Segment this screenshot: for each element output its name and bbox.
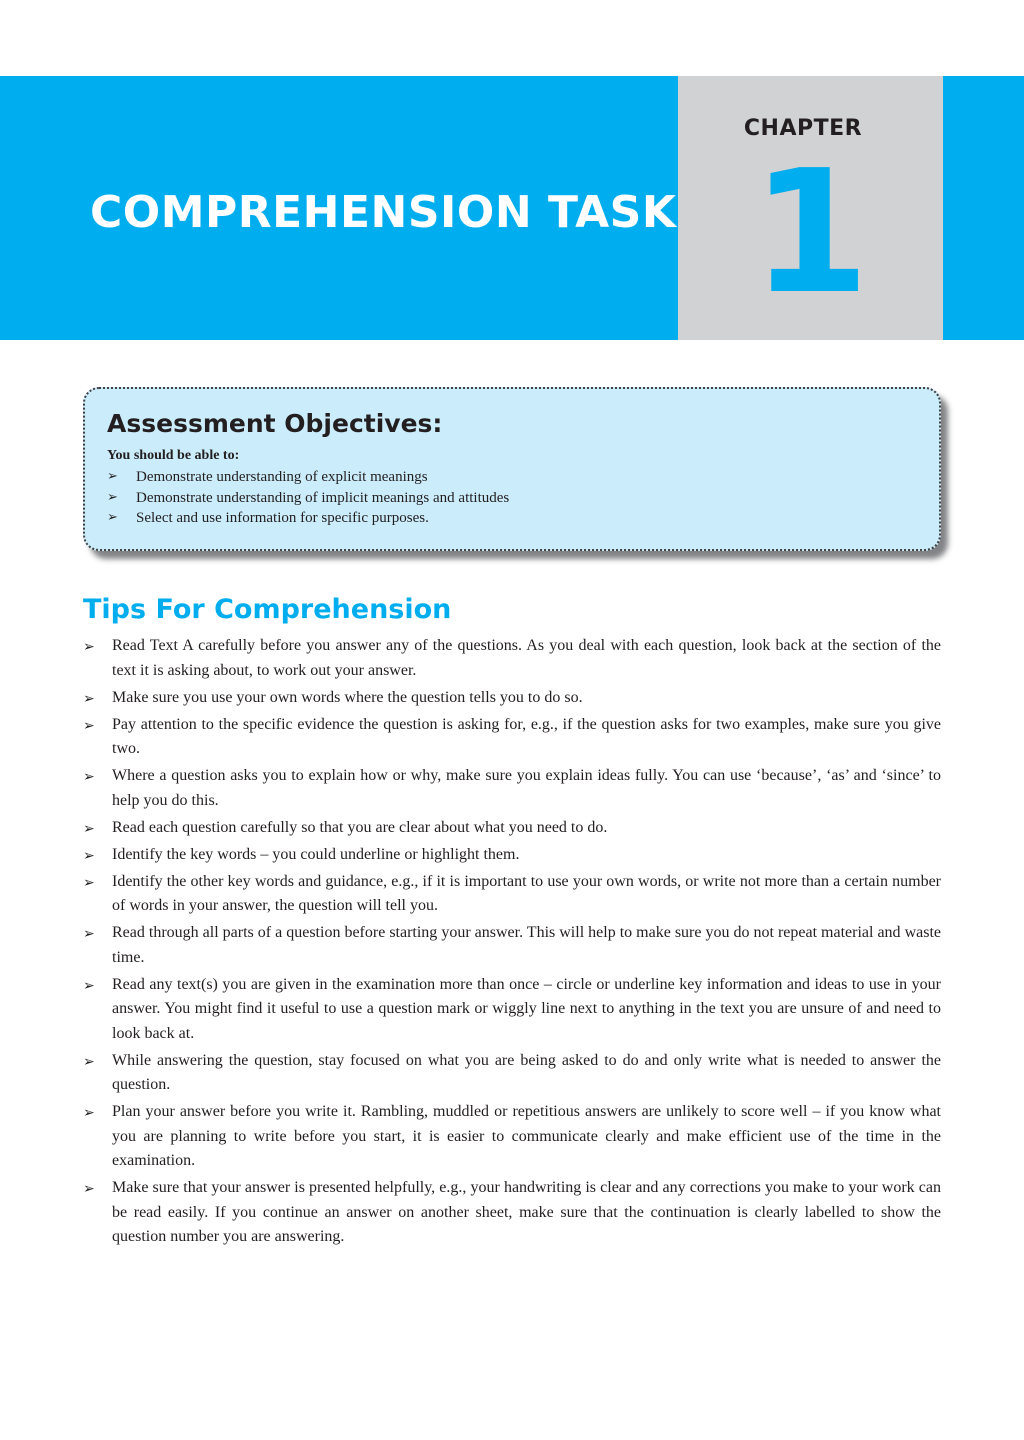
tip-text: Make sure that your answer is presented helpfully, e.g., your handwriting is clear and any corrections you make to your work can be read easily. If you continue an answer on another sheet, make sure that the continuation is clearly labelled to show the question number you are answering. (112, 1179, 941, 1245)
chapter-number: 1 (751, 134, 870, 332)
objectives-heading: Assessment Objectives: (107, 409, 443, 438)
tip-text: Identify the key words – you could underline or highlight them. (112, 845, 520, 863)
tip-item (83, 973, 941, 1047)
tip-text: Where a question asks you to explain how or why, make sure you explain ideas fully. You can use ‘because’, ‘as’ and ‘since’ to help you do this. (112, 767, 941, 809)
arrowhead-bullet-icon: ➢ (83, 769, 95, 785)
tip-item (83, 686, 941, 711)
objective-item (107, 508, 917, 529)
objective-text: Demonstrate understanding of explicit meanings (136, 469, 428, 485)
arrowhead-bullet-icon: ➢ (83, 847, 95, 864)
tip-item (83, 1100, 941, 1174)
objective-item (107, 467, 917, 488)
arrowhead-bullet-icon: ➢ (83, 639, 95, 655)
arrowhead-bullet-icon: ➢ (83, 977, 95, 994)
chapter-label: CHAPTER (743, 116, 863, 141)
tip-item (83, 713, 941, 762)
tip-text: Read any text(s) you are given in the examination more than once – circle or underline key information and ideas to use in your answer. You might find it useful to use a question mark or wiggly line next to anything in the text you are unsure of and need to look back at. (112, 975, 941, 1042)
arrowhead-bullet-icon: ➢ (83, 717, 95, 734)
tip-item (83, 634, 941, 683)
tip-item (83, 921, 941, 970)
chapter-number-panel (678, 76, 943, 340)
tip-text: Plan your answer before you write it. Rambling, muddled or repetitious answers are unlikely to score well – if you know what you are planning to write before you start, it is easier to communicate clearly and make efficient use of the time in the examination. (112, 1103, 941, 1169)
tip-text: Pay attention to the specific evidence the question is asking for, e.g., if the question asks for two examples, make sure you give two. (112, 715, 941, 757)
tip-text: Read Text A carefully before you answer any of the questions. As you deal with each question, look back at the section of the text it is asking about, to work out your answer. (112, 637, 941, 679)
objectives-lead: You should be able to: (107, 448, 240, 463)
tip-item (83, 1049, 941, 1098)
tips-heading: Tips For Comprehension (83, 594, 452, 625)
arrowhead-bullet-icon: ➢ (107, 510, 118, 525)
tip-text: Identify the other key words and guidance, e.g., if it is important to use your own words, or write not more than a certain number of words in your answer, the question will tell you. (112, 872, 941, 914)
objective-text: Select and use information for specific purposes. (136, 510, 429, 526)
assessment-objectives-box (83, 387, 941, 551)
tip-item (83, 1176, 941, 1250)
tip-item (83, 816, 941, 841)
arrowhead-bullet-icon: ➢ (107, 489, 118, 505)
chapter-title: COMPREHENSION TASK (90, 187, 677, 238)
tip-text: Read each question carefully so that you are clear about what you need to do. (112, 818, 608, 836)
tip-item (83, 843, 941, 868)
tip-text: While answering the question, stay focused on what you are being asked to do and only write what is needed to answer the question. (112, 1051, 941, 1093)
arrowhead-bullet-icon: ➢ (83, 820, 95, 837)
arrowhead-bullet-icon: ➢ (83, 1053, 95, 1070)
tip-item (83, 870, 941, 919)
tips-list (83, 634, 941, 1252)
arrowhead-bullet-icon: ➢ (107, 469, 118, 484)
objective-text: Demonstrate understanding of implicit meanings and attitudes (136, 489, 510, 506)
arrowhead-bullet-icon: ➢ (83, 690, 95, 707)
arrowhead-bullet-icon: ➢ (83, 926, 95, 942)
arrowhead-bullet-icon: ➢ (83, 1105, 95, 1121)
tip-text: Read through all parts of a question before starting your answer. This will help to make sure you do not repeat material and waste time. (112, 924, 941, 966)
arrowhead-bullet-icon: ➢ (83, 1181, 95, 1197)
tip-item (83, 764, 941, 813)
tip-text: Make sure you use your own words where the question tells you to do so. (112, 688, 583, 706)
objective-item (107, 488, 917, 509)
objectives-list (107, 467, 917, 529)
arrowhead-bullet-icon: ➢ (83, 874, 95, 891)
